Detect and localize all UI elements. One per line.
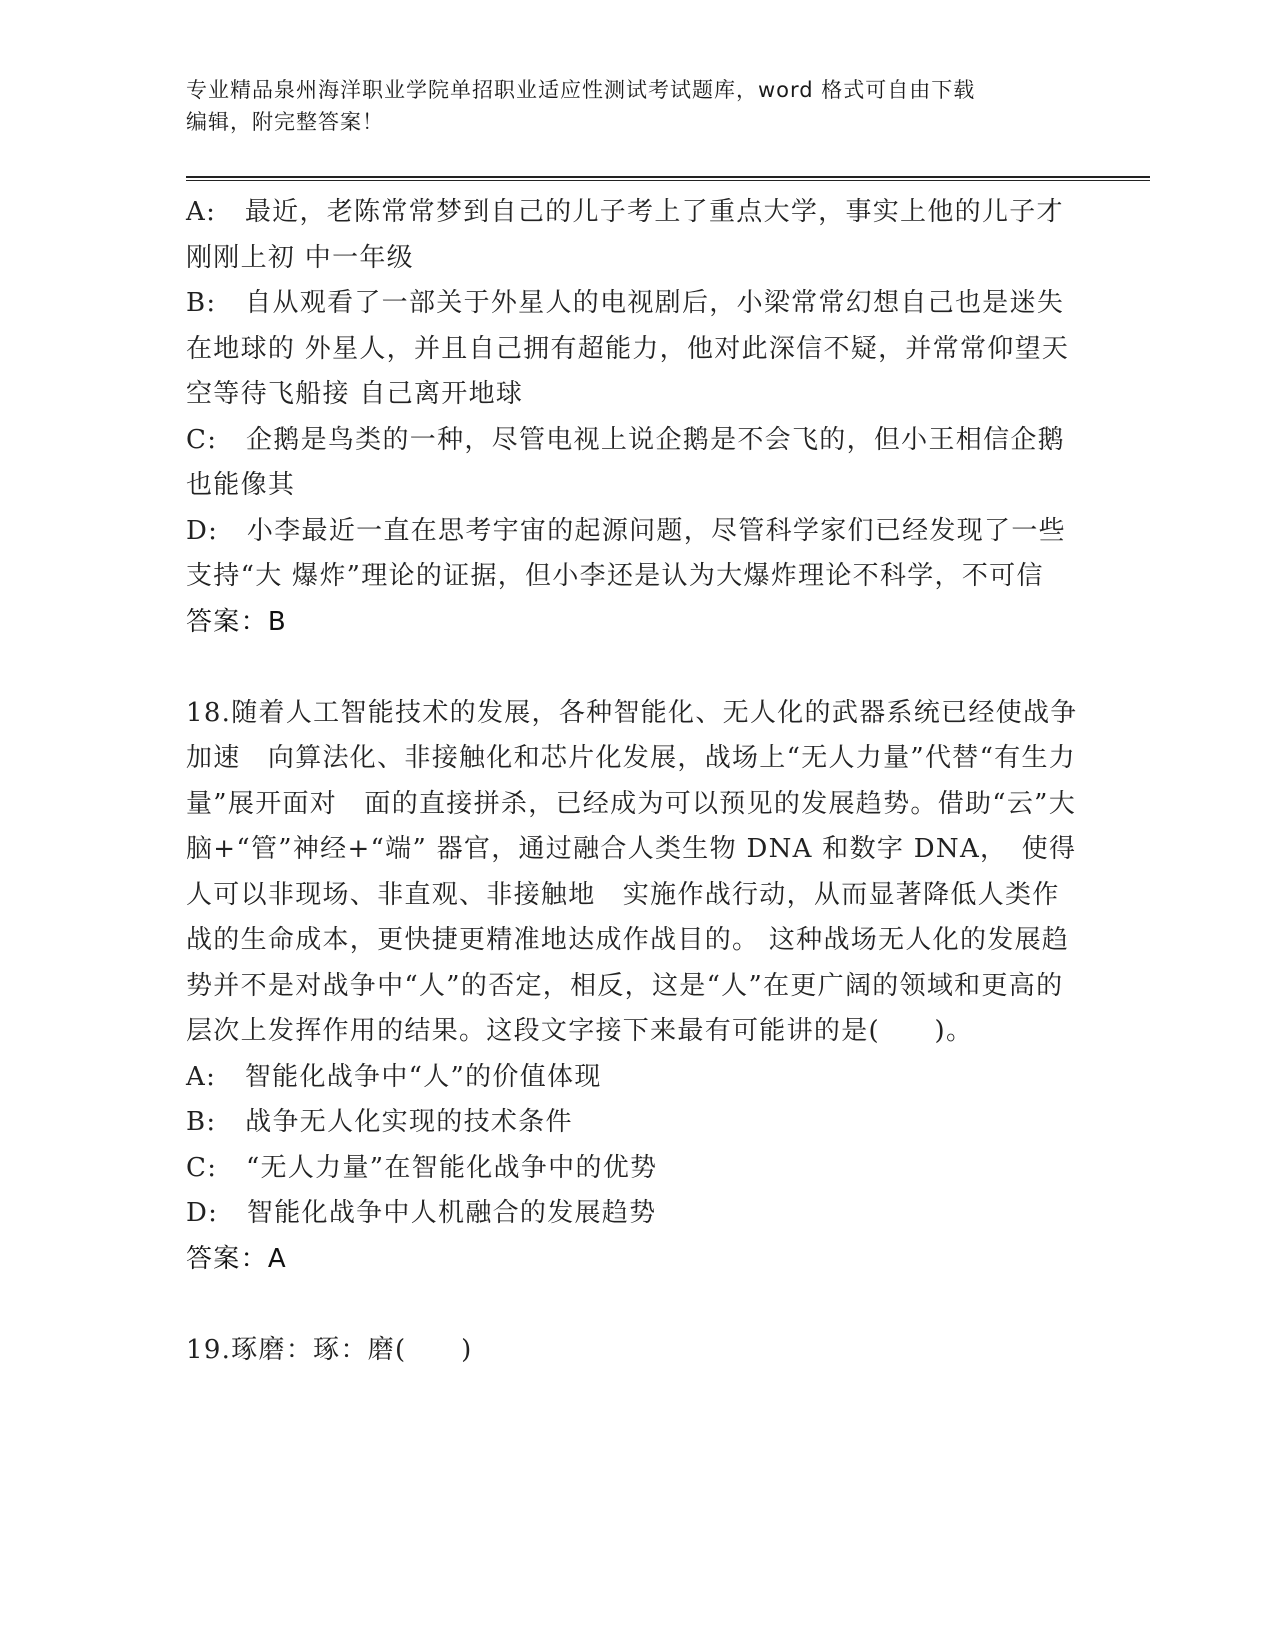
option-b [186, 1100, 1086, 1146]
option-key: A: [186, 197, 217, 227]
option-key: C: [186, 424, 218, 455]
option-b [186, 281, 1086, 418]
option-key: D: [186, 515, 219, 546]
option-d [186, 509, 1086, 600]
question-17-options [186, 190, 1086, 645]
header-line-1: 专业精品泉州海洋职业学院单招职业适应性测试考试题库，word 格式可自由下载 [186, 78, 976, 102]
option-text: 自从观看了一部关于外星人的电视剧后，小梁常常幻想自己也是迷失在地球的 外星人，并且自己拥有超能力，他对此深信不疑，并常常仰望天空等待飞船接 自己离开地球 [186, 288, 1070, 409]
option-text: 最近，老陈常常梦到自己的儿子考上了重点大学，事实上他的儿子才刚刚上初 中一年级 [186, 197, 1064, 273]
answer-17: 答案：B [186, 606, 288, 637]
option-d [186, 1191, 1086, 1237]
question-18 [186, 691, 1086, 1283]
option-a [186, 190, 1086, 281]
option-text: 战争无人化实现的技术条件 [245, 1107, 573, 1137]
option-key: D: [186, 1198, 219, 1228]
question-19 [186, 1328, 1086, 1374]
option-key: A: [186, 1061, 217, 1092]
page-header [186, 74, 1086, 138]
option-c [186, 418, 1086, 509]
option-a [186, 1055, 1086, 1101]
option-text: 企鹅是鸟类的一种，尽管电视上说企鹅是不会飞的，但小王相信企鹅也能像其 [186, 424, 1065, 500]
question-19-stem: 19.琢磨：琢：磨( ) [186, 1334, 473, 1365]
option-text: “无人力量”在智能化战争中的优势 [245, 1152, 658, 1183]
option-text: 智能化战争中人机融合的发展趋势 [246, 1198, 657, 1228]
question-18-stem: 18.随着人工智能技术的发展，各种智能化、无人化的武器系统已经使战争加速 向算法化、非接触化和芯片化发展，战场上“无人力量”代替“有生力量”展开面对 面的直接拼杀，已经成为可以预见的发展趋势。借助“云”大脑+“管”神经+“端” 器官，通过融合人类生物 DNA 和数字 DNA， 使得人可以非现场、非直观、非接触地 实施作战行动，从而显著降低人类作战的生命成本，更快捷更精准地达成作战目的。 这种战场无人化的发展趋势并不是对战争中“人”的否定，相反，这是“人”在更广阔的领域和更高的层次上发挥作用的结果。这段文字接下来最有可能讲的是( )。 [186, 697, 1078, 1046]
option-text: 小李最近一直在思考宇宙的起源问题，尽管科学家们已经发现了一些支持“大 爆炸”理论的证据，但小李还是认为大爆炸理论不科学，不可信 [186, 515, 1066, 591]
header-divider [186, 176, 1150, 181]
answer-18: 答案：A [186, 1243, 287, 1274]
option-key: C: [186, 1152, 218, 1183]
option-key: B: [186, 1107, 217, 1137]
header-line-2: 编辑，附完整答案！ [186, 110, 384, 134]
option-text: 智能化战争中“人”的价值体现 [244, 1061, 602, 1092]
option-key: B: [186, 288, 217, 318]
document-body [186, 190, 1086, 1373]
option-c [186, 1146, 1086, 1192]
